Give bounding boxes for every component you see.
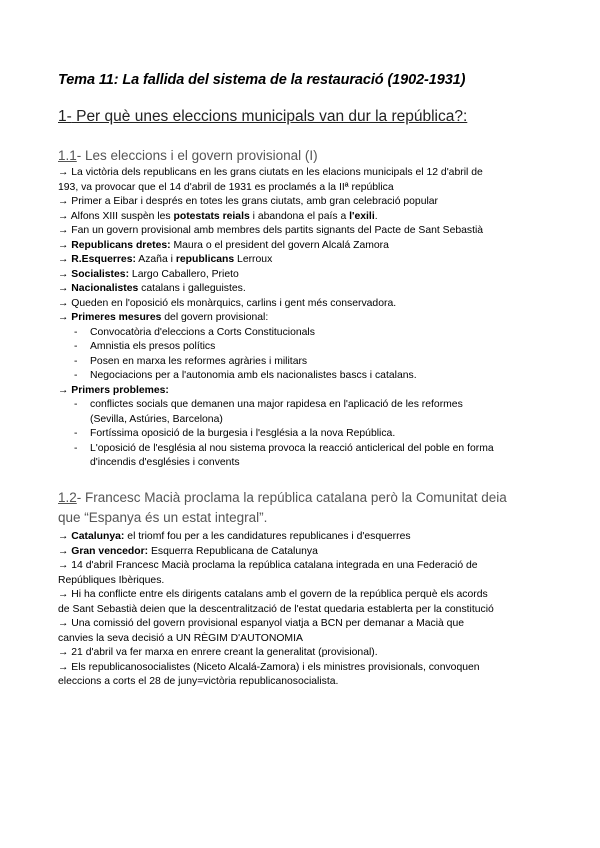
bold-text: republicans <box>175 254 235 265</box>
list-item <box>58 427 548 442</box>
text: → Una comissió del govern provisional espanyol viatja a BCN per demanar a Macià que <box>58 618 465 629</box>
text: → La victòria dels republicans en les grans ciutats en les elacions municipals el 12 d'abril de <box>58 167 483 178</box>
dash-bullet: - <box>74 399 78 410</box>
paragraph-line <box>58 675 548 690</box>
paragraph-line <box>58 311 548 326</box>
dash-bullet: - <box>74 428 78 439</box>
bold-text: → Socialistes: <box>58 268 130 280</box>
text: → Primer a Eibar i després en totes les grans ciutats, amb gran celebració popular <box>58 196 439 207</box>
paragraph-line <box>58 166 548 181</box>
paragraph-line <box>58 588 548 603</box>
paragraph-line <box>58 545 548 560</box>
list-item-text: Negociacions per a l'autonomia amb els nacionalistes bascs i catalans. <box>90 370 417 381</box>
subsection-heading-text: que “Espanya és un estat integral”. <box>58 510 268 525</box>
paragraph-line <box>58 181 548 196</box>
bold-text: l'exili <box>349 210 375 222</box>
subsection-heading-1-1 <box>58 146 318 166</box>
paragraph-line <box>58 661 548 676</box>
paragraph-line <box>58 574 548 589</box>
list-item-text: d'incendis d'esglésies i convents <box>90 457 240 468</box>
list-item-text: L'oposició de l'església al nou sistema provoca la reacció anticlerical del poble en forma <box>90 442 494 454</box>
list-item <box>58 369 548 384</box>
dash-bullet: - <box>74 442 78 454</box>
list-item-text: conflictes socials que demanen una major rapidesa en l'aplicació de les reformes <box>90 399 463 410</box>
text: → Els republicanosocialistes (Niceto Alcalá-Zamora) i els ministres provisionals, convoquen <box>58 661 480 673</box>
dash-bullet: - <box>74 326 78 338</box>
text: del govern provisional: <box>161 312 269 323</box>
dash-bullet: - <box>74 355 78 367</box>
list-item-text: Fortíssima oposició de la burgesia i l'església a la nova República. <box>90 428 396 439</box>
bold-text: potestats reials <box>173 210 250 222</box>
list-item-text: Posen en marxa les reformes agràries i militars <box>90 355 308 367</box>
list-item <box>58 326 548 341</box>
text: → Alfons XIII suspèn les <box>58 210 174 222</box>
list-item-text: (Sevilla, Astúries, Barcelona) <box>90 413 223 425</box>
text: Repúbliques Ibèriques. <box>58 574 165 586</box>
text: Esquerra Republicana de Catalunya <box>148 545 318 557</box>
subsection-heading-1-2 <box>58 488 507 528</box>
dash-bullet: - <box>74 370 78 381</box>
text: . <box>374 210 378 222</box>
text: eleccions a corts el 28 de juny=victòria republicanosocialista. <box>58 676 339 687</box>
problems-label: → Primers problemes: <box>58 384 169 396</box>
bold-text: → Primeres mesures <box>58 312 162 323</box>
text: catalans i galleguistes. <box>138 283 246 294</box>
subsection-heading-text: - Les eleccions i el govern provisional (I) <box>76 148 318 163</box>
paragraph-line <box>58 559 548 574</box>
paragraph-line <box>58 646 548 661</box>
text: → <box>58 283 72 294</box>
text: → 21 d'abril va fer marxa en enrere creant la generalitat (provisional). <box>58 647 378 658</box>
text: Lerroux <box>234 254 273 265</box>
subsection-number: 1.1 <box>58 148 77 163</box>
bold-text: → Catalunya: <box>58 531 125 542</box>
paragraph-line <box>58 297 548 312</box>
text: Maura o el president del govern Alcalá Zamora <box>170 239 389 251</box>
paragraph-line <box>58 239 548 254</box>
list-item <box>58 340 548 355</box>
text: → Fan un govern provisional amb membres dels partits signants del Pacte de Sant Sebastià <box>58 225 484 236</box>
document-title: Tema 11: La fallida del sistema de la restauració (1902-1931) <box>58 72 466 88</box>
text: Azaña i <box>135 254 176 265</box>
paragraph-line <box>58 224 548 239</box>
text: canvies la seva decisió a UN RÈGIM D'AUTONOMIA <box>58 632 303 644</box>
section-1-2-content <box>58 530 548 690</box>
section-number: 1- <box>58 108 72 125</box>
text: → Hi ha conflicte entre els dirigents catalans amb el govern de la república perquè els acords <box>58 589 488 600</box>
paragraph-line <box>58 282 548 297</box>
subsection-heading-text: - Francesc Macià proclama la república catalana però la Comunitat deia <box>76 490 507 505</box>
list-item-text: Amnistia els presos polítics <box>90 341 216 352</box>
list-item <box>58 442 548 471</box>
bold-text: → Gran vencedor: <box>58 545 149 557</box>
paragraph-line <box>58 210 548 225</box>
paragraph-line <box>58 632 548 647</box>
section-heading-1 <box>58 108 467 126</box>
paragraph-line <box>58 253 548 268</box>
paragraph-line <box>58 603 548 618</box>
text: → 14 d'abril Francesc Macià proclama la república catalana integrada en una Federació de <box>58 560 478 571</box>
bold-text: → R.Esquerres: <box>58 254 136 265</box>
text: Largo Caballero, Prieto <box>129 268 239 280</box>
list-item <box>58 355 548 370</box>
section-1-1-content <box>58 166 548 471</box>
paragraph-line <box>58 530 548 545</box>
paragraph-line <box>58 268 548 283</box>
list-item-text: Convocatòria d'eleccions a Corts Constitucionals <box>90 326 315 338</box>
dash-bullet: - <box>74 341 78 352</box>
list-item <box>58 398 548 427</box>
bold-text: → Republicans dretes: <box>58 239 171 251</box>
paragraph-line <box>58 195 548 210</box>
paragraph-line <box>58 617 548 632</box>
subsection-number: 1.2 <box>58 490 77 505</box>
text: de Sant Sebastià deien que la descentralització de l'estat quedaria establerta per la constitució <box>58 603 494 615</box>
section-heading-text: Per què unes eleccions municipals van dur la república?: <box>71 108 468 125</box>
bold-text: Nacionalistes <box>71 283 139 294</box>
text: → Queden en l'oposició els monàrquics, carlins i gent més conservadora. <box>58 297 397 309</box>
text: el triomf fou per a les candidatures republicanes i d'esquerres <box>124 531 411 542</box>
text: 193, va provocar que el 14 d'abril de 1931 es proclamés a la IIª república <box>58 181 394 193</box>
text: i abandona el país a <box>249 210 350 222</box>
